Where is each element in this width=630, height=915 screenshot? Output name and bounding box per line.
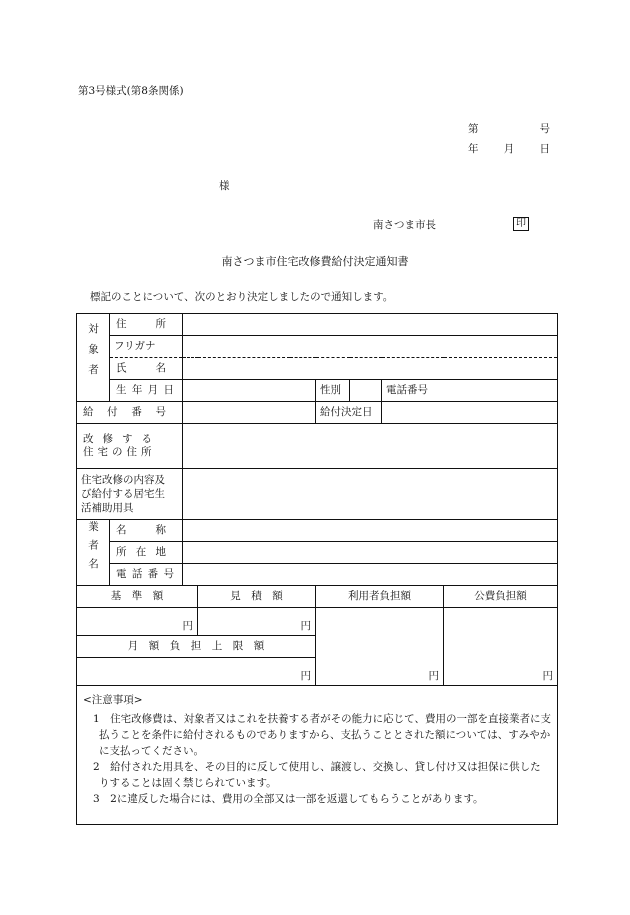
birthdate-label: 生 年 月 日 <box>110 380 183 402</box>
user-burden-field[interactable]: 円 <box>316 608 444 686</box>
contractor-header: 業者名 <box>77 520 110 586</box>
notes-section <box>77 686 558 825</box>
go-label: 号 <box>539 123 550 135</box>
form-number: 第3号様式(第8条関係) <box>78 85 184 97</box>
renovation-content-field[interactable] <box>183 469 558 520</box>
estimate-amount-field[interactable]: 円 <box>198 608 316 636</box>
user-burden-header: 利用者負担額 <box>316 586 444 608</box>
note-item-1: 1 住宅改修費は、対象者又はこれを扶養する者がその能力に応じて、費用の一部を直接業者に支払うことを条件に給付されるものでありますから、支払うこととされた額については、すみやかに支払ってください。 <box>93 712 551 757</box>
benefit-number-label: 給 付 番 号 <box>77 402 183 424</box>
document-number-line <box>468 124 550 135</box>
contractor-phone-field[interactable] <box>183 564 558 586</box>
notification-form-table <box>76 313 558 825</box>
monthly-cap-header: 月 額 負 担 上 限 額 <box>77 636 316 658</box>
address-field[interactable] <box>183 314 558 336</box>
benefit-number-field[interactable] <box>183 402 316 424</box>
benefit-decision-date-label: 給付決定日 <box>316 402 382 424</box>
document-title: 南さつま市住宅改修費給付決定通知書 <box>221 255 409 268</box>
benefit-decision-date-field[interactable] <box>382 402 558 424</box>
notes-heading: <注意事項> <box>83 694 143 706</box>
name-label: 氏 名 <box>110 358 183 380</box>
public-burden-field[interactable]: 円 <box>444 608 558 686</box>
name-field[interactable] <box>183 358 558 380</box>
addressee-honorific: 様 <box>219 180 230 192</box>
sex-label: 性別 <box>316 380 350 402</box>
month-label: 月 <box>503 143 515 155</box>
note-item-2: 2 給付された用具を、その目的に反して使用し、譲渡し、交換し、貸し付け又は担保に供したりすることは固く禁じられています。 <box>93 760 541 789</box>
day-label: 日 <box>539 143 550 155</box>
furigana-label: フリガナ <box>110 336 183 358</box>
renovated-house-address-field[interactable] <box>183 424 558 469</box>
target-person-header: 対象者 <box>77 314 110 402</box>
seal-mark: 印 <box>513 217 529 231</box>
contractor-name-label: 名 称 <box>110 520 183 542</box>
standard-amount-field[interactable]: 円 <box>77 608 198 636</box>
monthly-cap-field[interactable]: 円 <box>77 658 316 686</box>
dai-label: 第 <box>468 123 479 135</box>
year-label: 年 <box>468 143 479 155</box>
public-burden-header: 公費負担額 <box>444 586 558 608</box>
phone-label: 電話番号 <box>382 380 558 402</box>
birthdate-field[interactable] <box>183 380 316 402</box>
contractor-location-label: 所 在 地 <box>110 542 183 564</box>
renovation-content-label: 住宅改修の内容及び給付する居宅生活補助用具 <box>77 469 183 520</box>
sex-field[interactable] <box>350 380 382 402</box>
renovated-house-address-label: 改修する 住宅の住所 <box>77 424 183 469</box>
furigana-field[interactable] <box>183 336 558 358</box>
mayor-signature: 南さつま市長 <box>373 219 436 231</box>
date-line <box>468 144 550 155</box>
intro-text: 標記のことについて、次のとおり決定しましたので通知します。 <box>90 291 394 303</box>
contractor-name-field[interactable] <box>183 520 558 542</box>
address-label: 住 所 <box>110 314 183 336</box>
note-item-3: 3 2に違反した場合には、費用の全部又は一部を返還してもらうことがあります。 <box>93 792 484 805</box>
standard-amount-header: 基 準 額 <box>77 586 198 608</box>
contractor-phone-label: 電 話 番 号 <box>110 564 183 586</box>
estimate-amount-header: 見 積 額 <box>198 586 316 608</box>
contractor-location-field[interactable] <box>183 542 558 564</box>
